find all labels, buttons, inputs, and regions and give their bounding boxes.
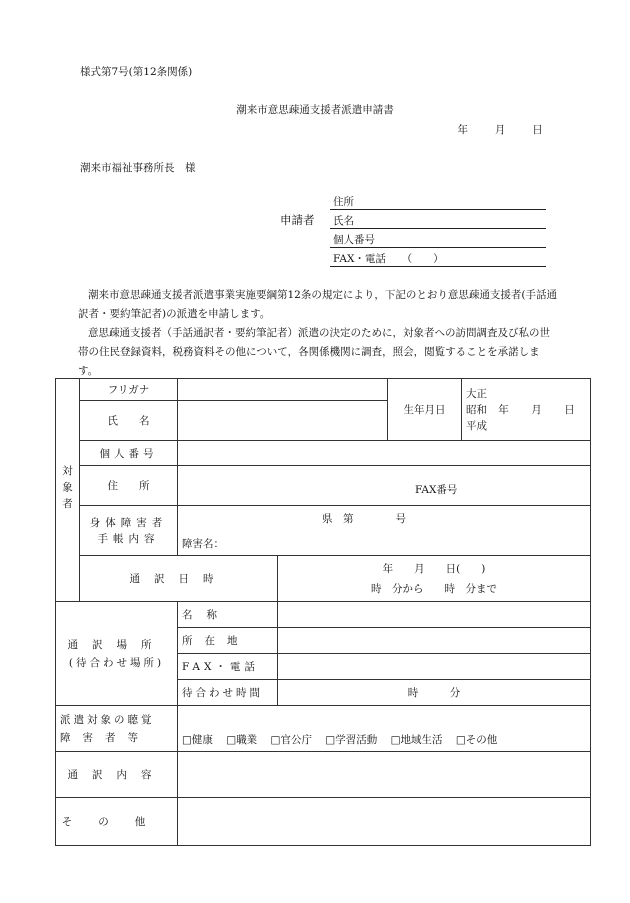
applicant-id-line[interactable] <box>330 247 546 248</box>
applicant-fax-label: FAX・電話 （ ） <box>333 253 444 265</box>
place-name-input[interactable] <box>278 602 591 628</box>
paragraph-consent: 意思疎通支援者（手話通訳者・要約筆記者）派遣の決定のために，対象者への訪問調査及び私の世帯の住民登録資料，税務資料その他について，各関係機関に調査，照会，閲覧することを承諾します。 <box>78 327 550 377</box>
fax-number-label: FAX番号 <box>415 484 458 496</box>
place-fax-input[interactable] <box>278 654 591 680</box>
applicant-address-line[interactable] <box>330 209 546 210</box>
furigana-input[interactable] <box>178 379 388 401</box>
name-label: 氏 名 <box>80 401 178 441</box>
date-month: 月 <box>494 124 506 136</box>
applicant-address-label: 住所 <box>333 196 354 208</box>
address-label: 住 所 <box>80 466 178 506</box>
birthdate-input[interactable]: 大正 昭和 平成 年 月 日 <box>462 379 591 441</box>
place-label: 通訳場所 (待合わせ場所) <box>56 602 178 706</box>
application-date <box>422 122 562 137</box>
content-input[interactable] <box>178 752 591 798</box>
checkbox-icon: □ <box>226 734 237 746</box>
option-health[interactable]: □健康 <box>182 734 213 746</box>
other-input[interactable] <box>178 798 591 846</box>
meet-time-input[interactable]: 時 分 <box>278 680 591 706</box>
target-person-header: 対象者 <box>56 379 80 602</box>
personal-number-label: 個人番号 <box>80 441 178 466</box>
content-label: 通訳内容 <box>56 752 178 798</box>
furigana-label: フリガナ <box>80 379 178 401</box>
personal-number-input[interactable] <box>178 441 591 466</box>
applicant-id-label: 個人番号 <box>333 234 375 246</box>
option-other[interactable]: □その他 <box>455 734 498 746</box>
place-name-label: 名称 <box>178 602 278 628</box>
document-title: 潮来市意思疎通支援者派遣申請書 <box>236 104 394 116</box>
datetime-label: 通訳日時 <box>80 556 278 602</box>
applicant-name-line[interactable] <box>330 228 546 229</box>
name-input[interactable] <box>178 401 388 441</box>
handbook-label: 身体障害者 手帳内容 <box>80 506 178 556</box>
form-number: 様式第7号(第12条関係) <box>80 66 193 78</box>
applicant-label: 申請者 <box>280 213 315 227</box>
checkbox-icon: □ <box>325 734 336 746</box>
era-options: 大正 昭和 平成 <box>466 387 487 432</box>
dispatch-options <box>178 706 591 752</box>
option-learning[interactable]: □学習活動 <box>325 734 378 746</box>
date-day: 日 <box>532 124 543 136</box>
checkbox-icon: □ <box>270 734 281 746</box>
disability-name-label: 障害名： <box>182 537 224 550</box>
birthdate-label: 生年月日 <box>388 379 462 441</box>
addressee: 潮来市福祉事務所長 様 <box>80 162 196 174</box>
place-location-label: 所在地 <box>178 628 278 654</box>
checkbox-icon: □ <box>182 734 192 746</box>
dispatch-target-label: 派遣対象の聴覚 障害者等 <box>56 706 178 752</box>
option-community[interactable]: □地域生活 <box>390 734 443 746</box>
handbook-input[interactable]: 県 第 号 障害名： <box>178 506 591 556</box>
checkbox-icon: □ <box>455 734 466 746</box>
option-work[interactable]: □職業 <box>226 734 258 746</box>
option-government[interactable]: □官公庁 <box>270 734 312 746</box>
date-year: 年 <box>457 124 468 136</box>
place-fax-label: FAX・電話 <box>178 654 278 680</box>
datetime-input[interactable]: 年 月 日( ) 時 分から 時 分まで <box>278 556 591 602</box>
paragraph-request: 潮来市意思疎通支援者派遣事業実施要綱第12条の規定により，下記のとおり意思疎通支援者(手話通訳者・要約筆記者)の派遣を申請します。 <box>78 289 557 320</box>
applicant-name-label: 氏名 <box>333 215 354 227</box>
other-label: その他 <box>56 798 178 846</box>
request-table <box>55 378 591 846</box>
applicant-fax-line[interactable] <box>330 266 546 267</box>
place-location-input[interactable] <box>278 628 591 654</box>
meet-time-label: 待合わせ時間 <box>178 680 278 706</box>
address-input[interactable] <box>178 466 591 506</box>
checkbox-icon: □ <box>390 734 401 746</box>
